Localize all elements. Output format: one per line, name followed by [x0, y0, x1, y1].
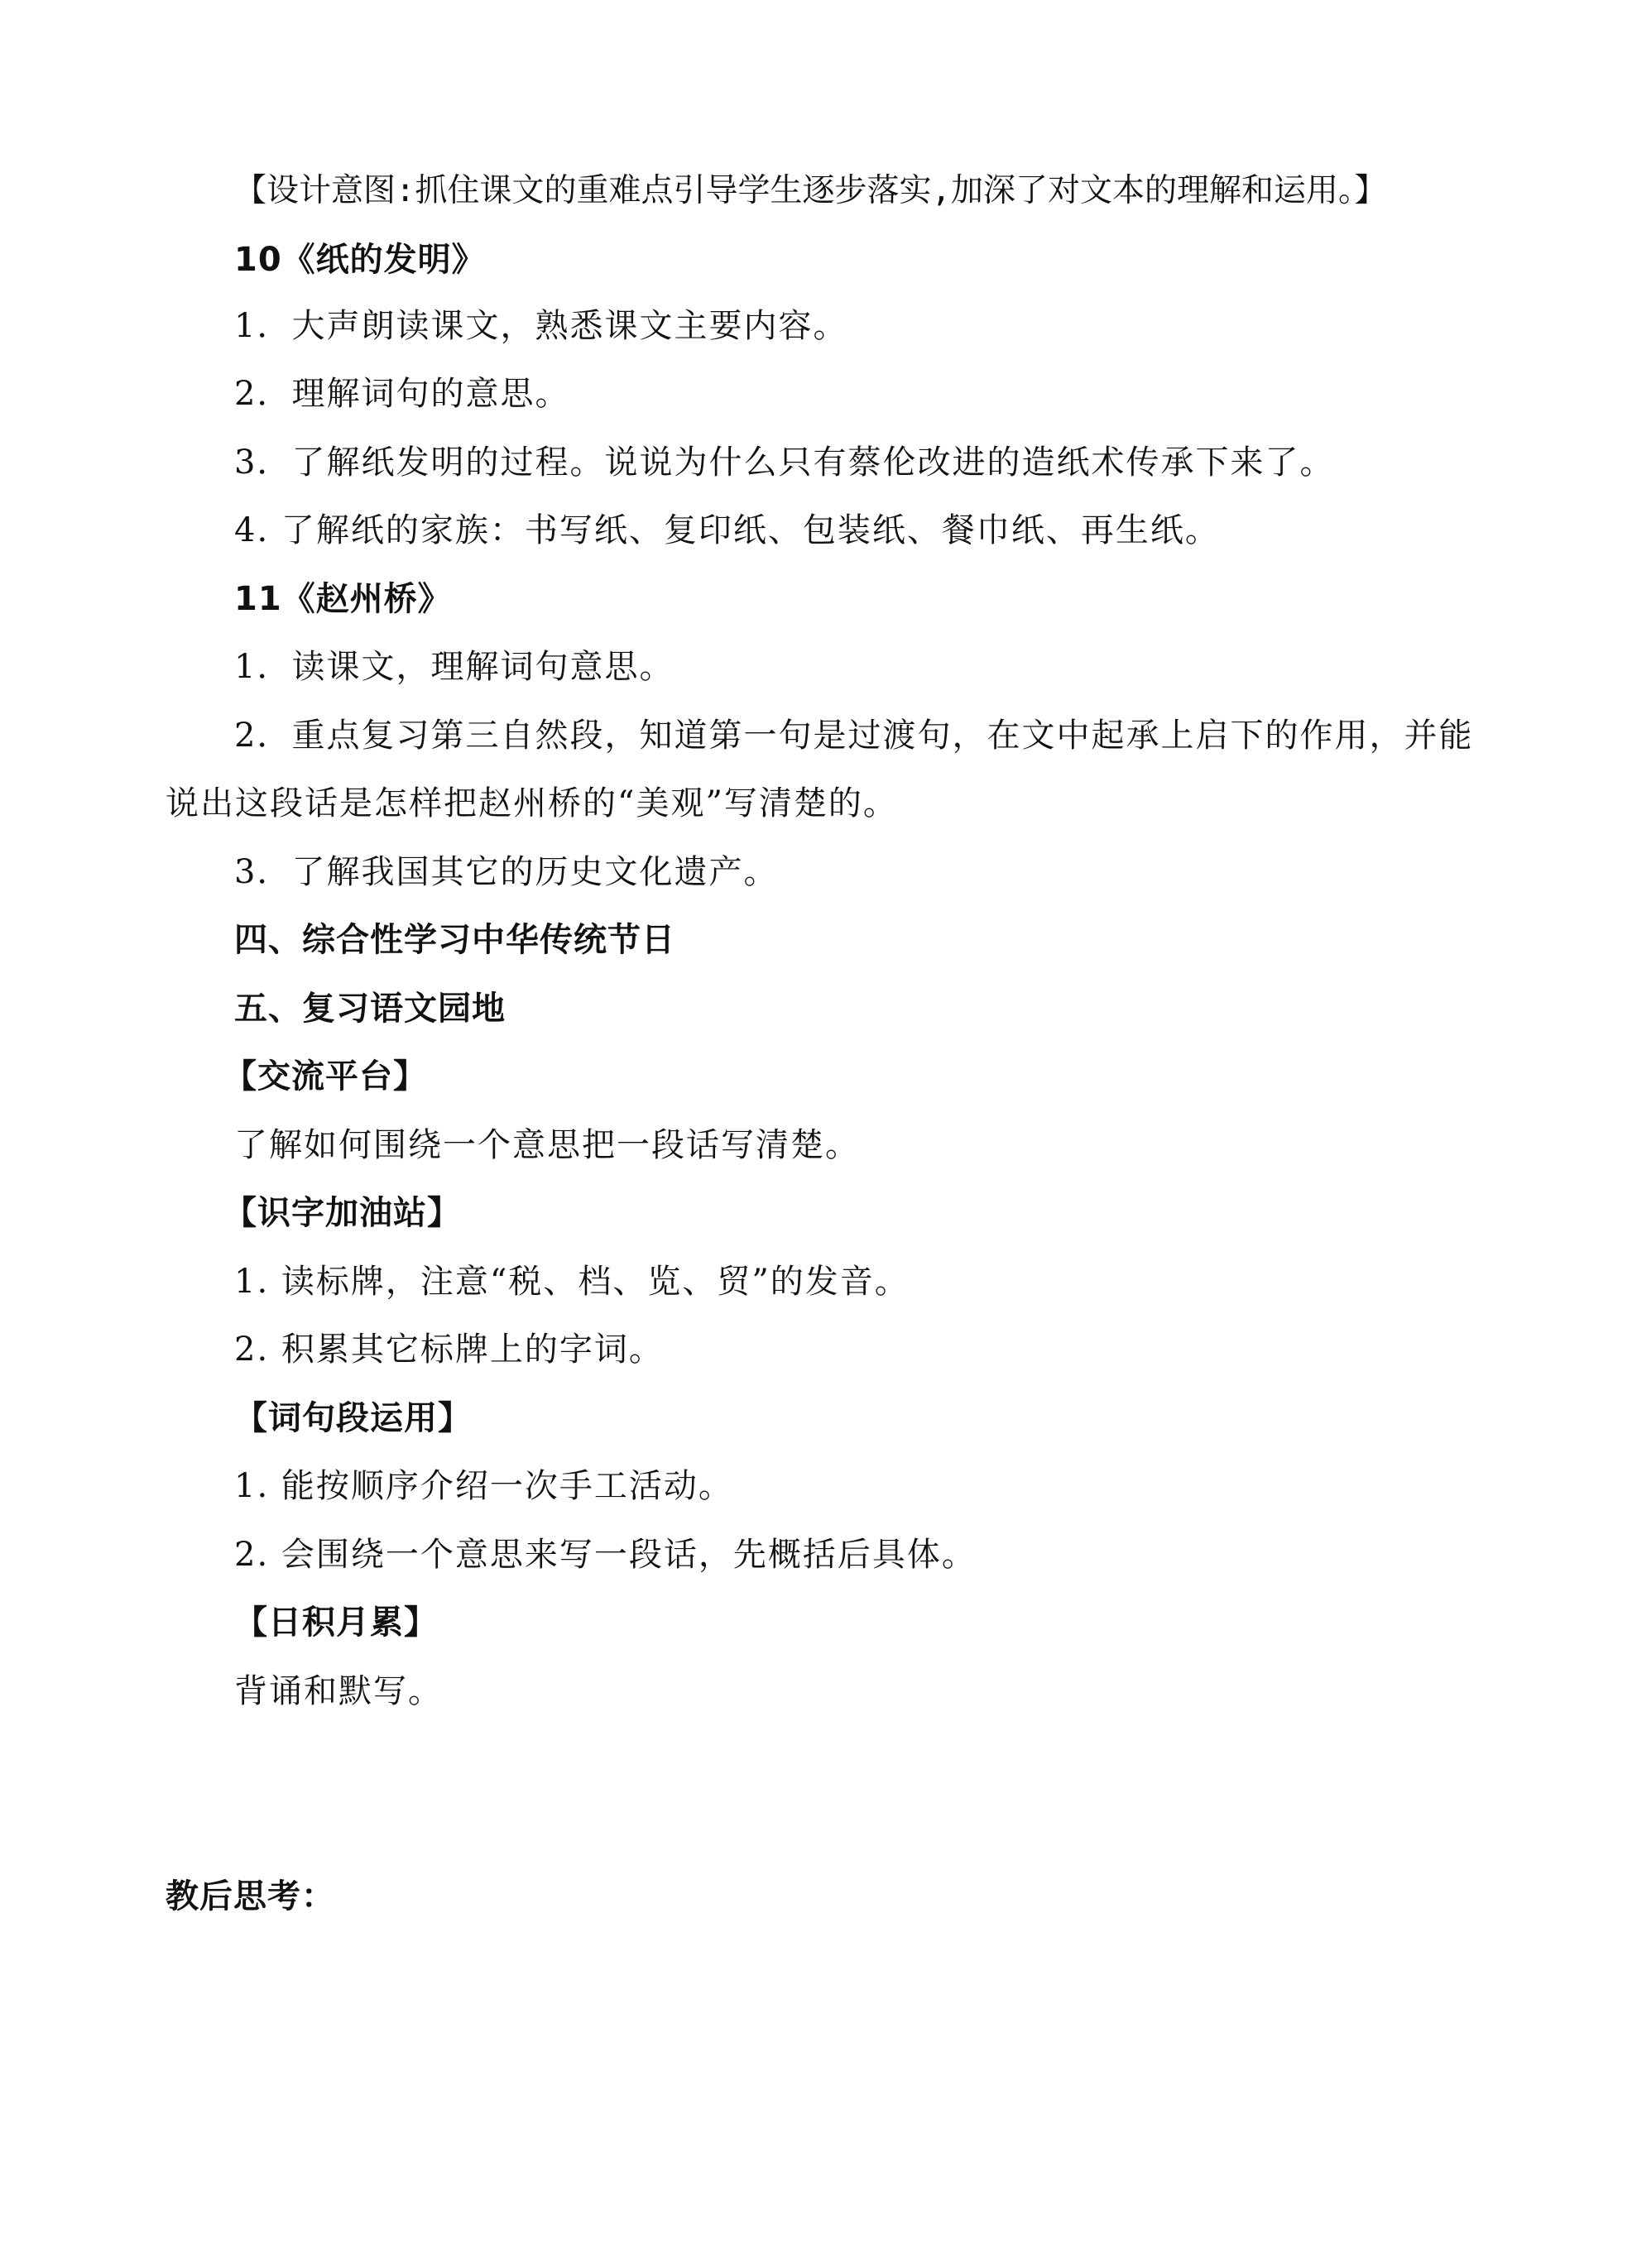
- design-intent-note: 【设计意图:抓住课文的重难点引导学生逐步落实,加深了对文本的理解和运用。】: [234, 172, 1387, 209]
- lesson10-item-2: 2．理解词句的意思。: [234, 375, 570, 413]
- section-4-heading: 四、综合性学习中华传统节日: [234, 921, 675, 959]
- literacy-station-heading: 【识字加油站】: [223, 1194, 461, 1232]
- exchange-platform-heading: 【交流平台】: [223, 1057, 427, 1096]
- lesson10-item-1: 1．大声朗读课文，熟悉课文主要内容。: [234, 307, 848, 345]
- lesson10-item-3: 3．了解纸发明的过程。说说为什么只有蔡伦改进的造纸术传承下来了。: [234, 444, 1335, 482]
- daily-accumulation-heading: 【日积月累】: [234, 1604, 438, 1642]
- word-usage-item-1: 1. 能按顺序介绍一次手工活动。: [234, 1467, 733, 1505]
- literacy-item-1: 1. 读标牌，注意“税、档、览、贸”的发音。: [234, 1263, 910, 1301]
- literacy-item-2: 2. 积累其它标牌上的字词。: [234, 1331, 664, 1369]
- lesson11-item-2-line-2: 说出这段话是怎样把赵州桥的“美观”写清楚的。: [166, 784, 898, 822]
- word-usage-item-2: 2. 会围绕一个意思来写一段话，先概括后具体。: [234, 1536, 977, 1574]
- exchange-platform-text: 了解如何围绕一个意思把一段话写清楚。: [234, 1126, 860, 1164]
- section-5-heading: 五、复习语文园地: [234, 990, 506, 1028]
- lesson10-item-4: 4. 了解纸的家族：书写纸、复印纸、包装纸、餐巾纸、再生纸。: [234, 511, 1220, 549]
- word-usage-heading: 【词句段运用】: [234, 1399, 472, 1437]
- lesson11-item-3: 3．了解我国其它的历史文化遗产。: [234, 853, 779, 891]
- daily-accumulation-text: 背诵和默写。: [234, 1672, 443, 1710]
- lesson11-title: 11《赵州桥》: [234, 580, 452, 618]
- lesson11-item-1: 1．读课文，理解词句意思。: [234, 648, 674, 686]
- teaching-reflection-label: 教后思考：: [166, 1877, 335, 1916]
- lesson10-title: 10《纸的发明》: [234, 241, 486, 279]
- lesson11-item-2-line-1: 2．重点复习第三自然段，知道第一句是过渡句，在文中起承上启下的作用，并能: [234, 717, 1474, 755]
